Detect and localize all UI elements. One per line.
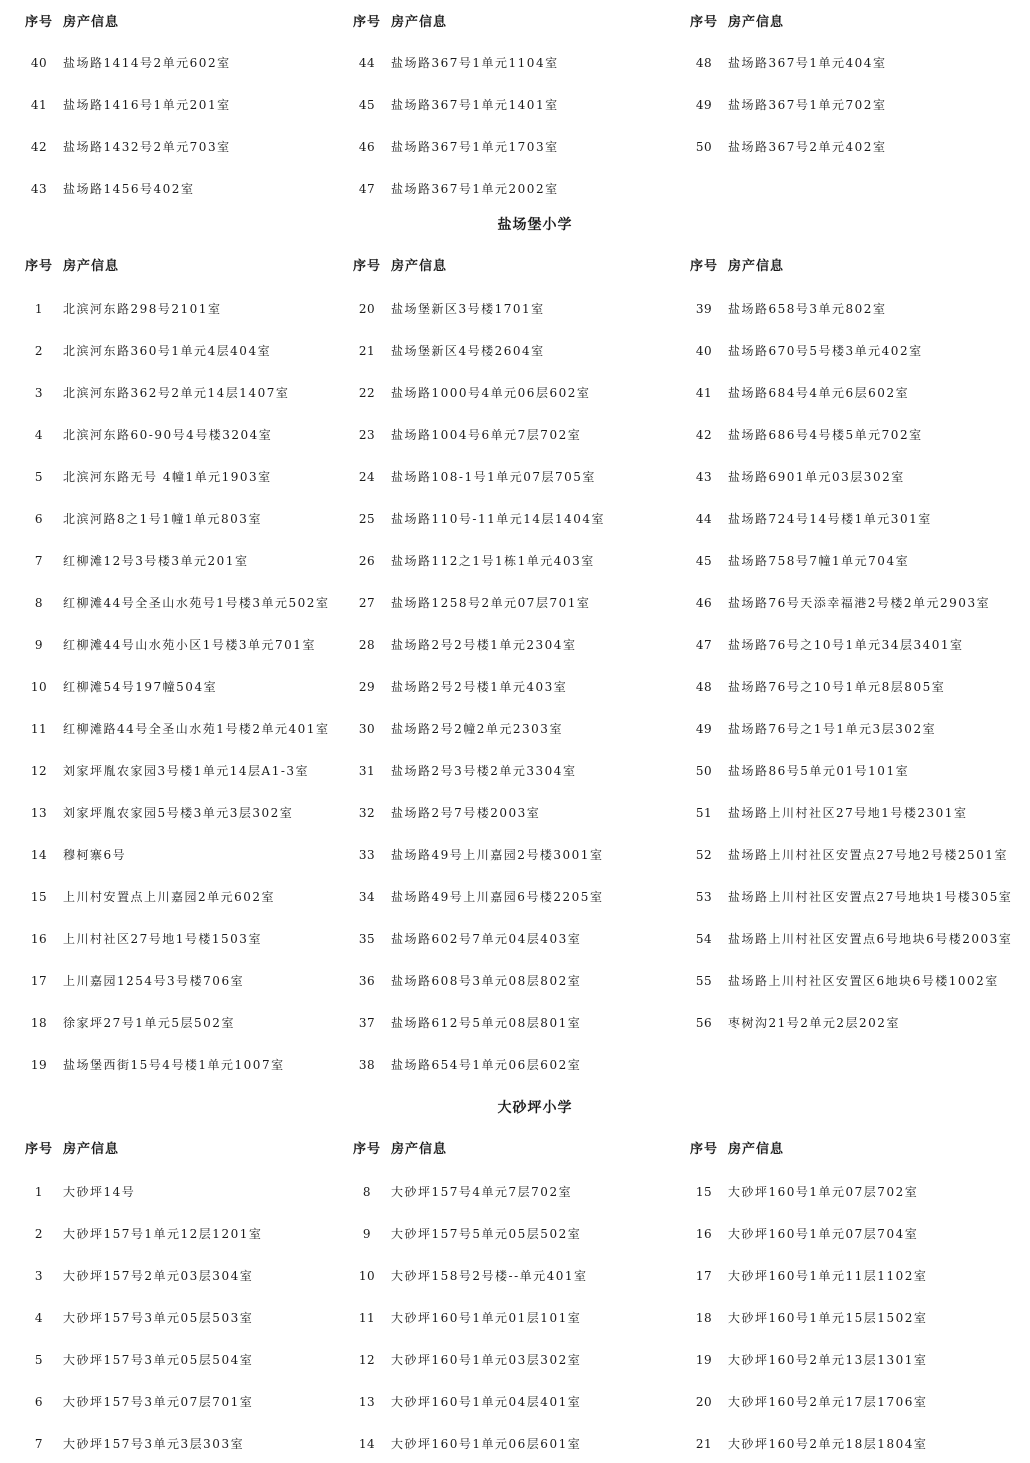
header-property-info-label: 房产信息 [63, 259, 120, 274]
row-number: 18 [30, 1016, 48, 1030]
row-number: 54 [695, 932, 713, 946]
section-title: 盐场堡小学 [497, 217, 573, 233]
property-address: 大砂坪157号3单元07层701室 [63, 1395, 254, 1409]
row-number: 45 [358, 98, 376, 112]
header-property-info-label: 房产信息 [391, 15, 448, 30]
row-number: 10 [30, 680, 48, 694]
property-address: 红柳滩路44号全圣山水苑1号楼2单元401室 [63, 722, 330, 736]
row-number: 49 [695, 98, 713, 112]
row-number: 13 [30, 806, 48, 820]
property-address: 红柳滩44号山水苑小区1号楼3单元701室 [63, 638, 316, 652]
property-address: 盐场路86号5单元01号101室 [728, 764, 910, 778]
property-address: 大砂坪160号1单元07层704室 [728, 1227, 919, 1241]
row-number: 51 [695, 806, 713, 820]
row-number: 6 [34, 512, 44, 526]
property-address: 盐场路76号之10号1单元34层3401室 [728, 638, 964, 652]
property-address: 北滨河东路298号2101室 [63, 302, 222, 316]
row-number: 43 [695, 470, 713, 484]
property-address: 盐场路上川村社区安置点27号地块1号楼305室 [728, 890, 1013, 904]
property-address: 刘家坪胤农家园3号楼1单元14层A1-3室 [63, 764, 310, 778]
row-number: 53 [695, 890, 713, 904]
property-address: 盐场路654号1单元06层602室 [391, 1058, 582, 1072]
property-address: 大砂坪14号 [63, 1185, 136, 1199]
row-number: 40 [695, 344, 713, 358]
row-number: 23 [358, 428, 376, 442]
row-number: 40 [30, 56, 48, 70]
property-address: 盐场路1004号6单元7层702室 [391, 428, 582, 442]
row-number: 3 [34, 386, 44, 400]
property-address: 上川村社区27号地1号楼1503室 [63, 932, 262, 946]
row-number: 25 [358, 512, 376, 526]
row-number: 16 [695, 1227, 713, 1241]
property-address: 盐场路上川村社区27号地1号楼2301室 [728, 806, 968, 820]
row-number: 13 [358, 1395, 376, 1409]
property-address: 北滨河东路无号 4幢1单元1903室 [63, 470, 272, 484]
row-number: 55 [695, 974, 713, 988]
property-address: 盐场路724号14号楼1单元301室 [728, 512, 932, 526]
property-address: 盐场路110号-11单元14层1404室 [391, 512, 606, 526]
property-address: 盐场路684号4单元6层602室 [728, 386, 910, 400]
property-address: 大砂坪160号2单元13层1301室 [728, 1353, 928, 1367]
row-number: 39 [695, 302, 713, 316]
property-address: 盐场路上川村社区安置点6号地块6号楼2003室 [728, 932, 1013, 946]
property-address: 盐场路367号1单元1703室 [391, 140, 559, 154]
row-number: 15 [695, 1185, 713, 1199]
row-number: 4 [34, 428, 44, 442]
property-address: 盐场路2号2幢2单元2303室 [391, 722, 563, 736]
property-address: 盐场路2号2号楼1单元2304室 [391, 638, 577, 652]
row-number: 31 [358, 764, 376, 778]
property-address: 大砂坪158号2号楼--单元401室 [391, 1269, 588, 1283]
property-address: 盐场路2号3号楼2单元3304室 [391, 764, 577, 778]
property-address: 盐场路49号上川嘉园6号楼2205室 [391, 890, 604, 904]
property-address: 大砂坪160号1单元01层101室 [391, 1311, 582, 1325]
section-title: 大砂坪小学 [497, 1100, 573, 1116]
row-number: 27 [358, 596, 376, 610]
property-address: 盐场路367号1单元1401室 [391, 98, 559, 112]
row-number: 12 [30, 764, 48, 778]
property-address: 大砂坪160号1单元11层1102室 [728, 1269, 928, 1283]
row-number: 42 [695, 428, 713, 442]
row-number: 47 [358, 182, 376, 196]
property-address: 盐场路602号7单元04层403室 [391, 932, 582, 946]
row-number: 46 [358, 140, 376, 154]
row-number: 2 [34, 344, 44, 358]
property-address: 大砂坪160号2单元18层1804室 [728, 1437, 928, 1451]
row-number: 56 [695, 1016, 713, 1030]
property-address: 盐场路1456号402室 [63, 182, 195, 196]
property-address: 盐场路49号上川嘉园2号楼3001室 [391, 848, 604, 862]
property-address: 盐场路658号3单元802室 [728, 302, 887, 316]
row-number: 28 [358, 638, 376, 652]
row-number: 3 [34, 1269, 44, 1283]
row-number: 50 [695, 140, 713, 154]
header-property-info-label: 房产信息 [728, 1142, 785, 1157]
row-number: 41 [695, 386, 713, 400]
row-number: 19 [695, 1353, 713, 1367]
property-address: 盐场路上川村社区安置区6地块6号楼1002室 [728, 974, 999, 988]
row-number: 29 [358, 680, 376, 694]
property-address: 盐场路上川村社区安置点27号地2号楼2501室 [728, 848, 1008, 862]
header-property-info-label: 房产信息 [63, 1142, 120, 1157]
property-address: 大砂坪157号2单元03层304室 [63, 1269, 254, 1283]
row-number: 44 [695, 512, 713, 526]
property-address: 盐场路367号1单元2002室 [391, 182, 559, 196]
row-number: 37 [358, 1016, 376, 1030]
property-address: 盐场路76号之1号1单元3层302室 [728, 722, 937, 736]
row-number: 2 [34, 1227, 44, 1241]
row-number: 21 [358, 344, 376, 358]
property-address: 红柳滩12号3号楼3单元201室 [63, 554, 249, 568]
row-number: 36 [358, 974, 376, 988]
property-address: 大砂坪160号1单元04层401室 [391, 1395, 582, 1409]
row-number: 14 [358, 1437, 376, 1451]
property-address: 盐场堡新区4号楼2604室 [391, 344, 545, 358]
header-property-info-label: 房产信息 [63, 15, 120, 30]
row-number: 9 [362, 1227, 372, 1241]
property-address: 盐场路2号2号楼1单元403室 [391, 680, 568, 694]
row-number: 44 [358, 56, 376, 70]
header-number-label: 序号 [352, 15, 381, 30]
row-number: 22 [358, 386, 376, 400]
property-address: 盐场路1000号4单元06层602室 [391, 386, 591, 400]
property-address: 北滨河东路360号1单元4层404室 [63, 344, 272, 358]
property-address: 大砂坪160号1单元03层302室 [391, 1353, 582, 1367]
row-number: 24 [358, 470, 376, 484]
row-number: 49 [695, 722, 713, 736]
header-number-label: 序号 [24, 259, 53, 274]
row-number: 43 [30, 182, 48, 196]
row-number: 48 [695, 56, 713, 70]
row-number: 1 [34, 1185, 44, 1199]
header-property-info-label: 房产信息 [728, 15, 785, 30]
row-number: 21 [695, 1437, 713, 1451]
row-number: 32 [358, 806, 376, 820]
property-address: 红柳滩44号全圣山水苑号1号楼3单元502室 [63, 596, 330, 610]
row-number: 17 [695, 1269, 713, 1283]
property-address: 大砂坪157号1单元12层1201室 [63, 1227, 263, 1241]
row-number: 33 [358, 848, 376, 862]
property-address: 盐场路1416号1单元201室 [63, 98, 231, 112]
row-number: 1 [34, 302, 44, 316]
property-address: 盐场路367号1单元702室 [728, 98, 887, 112]
property-address: 刘家坪胤农家园5号楼3单元3层302室 [63, 806, 294, 820]
property-address: 大砂坪160号1单元07层702室 [728, 1185, 919, 1199]
row-number: 11 [358, 1311, 376, 1325]
property-address: 盐场堡西街15号4号楼1单元1007室 [63, 1058, 285, 1072]
property-address: 大砂坪157号3单元05层503室 [63, 1311, 254, 1325]
row-number: 4 [34, 1311, 44, 1325]
property-address: 盐场路612号5单元08层801室 [391, 1016, 582, 1030]
row-number: 5 [34, 1353, 44, 1367]
header-number-label: 序号 [352, 259, 381, 274]
property-address: 徐家坪27号1单元5层502室 [63, 1016, 235, 1030]
property-address: 盐场路1432号2单元703室 [63, 140, 231, 154]
row-number: 52 [695, 848, 713, 862]
property-address: 盐场路367号2单元402室 [728, 140, 887, 154]
header-number-label: 序号 [24, 15, 53, 30]
property-address: 枣树沟21号2单元2层202室 [728, 1016, 900, 1030]
row-number: 26 [358, 554, 376, 568]
property-address: 大砂坪157号3单元05层504室 [63, 1353, 254, 1367]
property-address: 大砂坪160号1单元15层1502室 [728, 1311, 928, 1325]
row-number: 12 [358, 1353, 376, 1367]
property-address: 盐场路2号7号楼2003室 [391, 806, 541, 820]
row-number: 20 [695, 1395, 713, 1409]
row-number: 17 [30, 974, 48, 988]
property-address: 北滨河东路362号2单元14层1407室 [63, 386, 290, 400]
header-property-info-label: 房产信息 [728, 259, 785, 274]
property-address: 上川嘉园1254号3号楼706室 [63, 974, 245, 988]
header-number-label: 序号 [24, 1142, 53, 1157]
row-number: 7 [34, 554, 44, 568]
row-number: 8 [34, 596, 44, 610]
row-number: 48 [695, 680, 713, 694]
header-number-label: 序号 [689, 259, 718, 274]
property-address: 盐场路670号5号楼3单元402室 [728, 344, 923, 358]
header-property-info-label: 房产信息 [391, 259, 448, 274]
row-number: 46 [695, 596, 713, 610]
property-address: 北滨河东路60-90号4号楼3204室 [63, 428, 273, 442]
row-number: 7 [34, 1437, 44, 1451]
row-number: 8 [362, 1185, 372, 1199]
property-address: 大砂坪157号4单元7层702室 [391, 1185, 573, 1199]
property-address: 盐场堡新区3号楼1701室 [391, 302, 545, 316]
row-number: 18 [695, 1311, 713, 1325]
row-number: 38 [358, 1058, 376, 1072]
property-address: 穆柯寨6号 [63, 848, 127, 862]
property-address: 盐场路1258号2单元07层701室 [391, 596, 591, 610]
property-address: 大砂坪157号5单元05层502室 [391, 1227, 582, 1241]
property-address: 盐场路1414号2单元602室 [63, 56, 231, 70]
row-number: 34 [358, 890, 376, 904]
property-address: 盐场路608号3单元08层802室 [391, 974, 582, 988]
property-address: 红柳滩54号197幢504室 [63, 680, 218, 694]
property-address: 盐场路112之1号1栋1单元403室 [391, 554, 595, 568]
row-number: 11 [30, 722, 48, 736]
header-property-info-label: 房产信息 [391, 1142, 448, 1157]
row-number: 6 [34, 1395, 44, 1409]
property-address: 盐场路367号1单元404室 [728, 56, 887, 70]
row-number: 14 [30, 848, 48, 862]
row-number: 15 [30, 890, 48, 904]
row-number: 42 [30, 140, 48, 154]
row-number: 16 [30, 932, 48, 946]
row-number: 47 [695, 638, 713, 652]
header-number-label: 序号 [352, 1142, 381, 1157]
property-address: 盐场路367号1单元1104室 [391, 56, 559, 70]
property-address: 盐场路76号天添幸福港2号楼2单元2903室 [728, 596, 991, 610]
header-number-label: 序号 [689, 1142, 718, 1157]
property-address: 大砂坪157号3单元3层303室 [63, 1437, 245, 1451]
property-address: 盐场路108-1号1单元07层705室 [391, 470, 596, 484]
property-address: 盐场路758号7幢1单元704室 [728, 554, 910, 568]
row-number: 30 [358, 722, 376, 736]
row-number: 10 [358, 1269, 376, 1283]
header-number-label: 序号 [689, 15, 718, 30]
row-number: 9 [34, 638, 44, 652]
row-number: 50 [695, 764, 713, 778]
row-number: 35 [358, 932, 376, 946]
row-number: 20 [358, 302, 376, 316]
property-address: 盐场路6901单元03层302室 [728, 470, 905, 484]
property-address: 大砂坪160号2单元17层1706室 [728, 1395, 928, 1409]
row-number: 19 [30, 1058, 48, 1072]
property-address: 大砂坪160号1单元06层601室 [391, 1437, 582, 1451]
property-address: 盐场路686号4号楼5单元702室 [728, 428, 923, 442]
row-number: 45 [695, 554, 713, 568]
row-number: 5 [34, 470, 44, 484]
property-address: 上川村安置点上川嘉园2单元602室 [63, 890, 276, 904]
property-address: 盐场路76号之10号1单元8层805室 [728, 680, 946, 694]
row-number: 41 [30, 98, 48, 112]
property-address: 北滨河路8之1号1幢1单元803室 [63, 512, 262, 526]
